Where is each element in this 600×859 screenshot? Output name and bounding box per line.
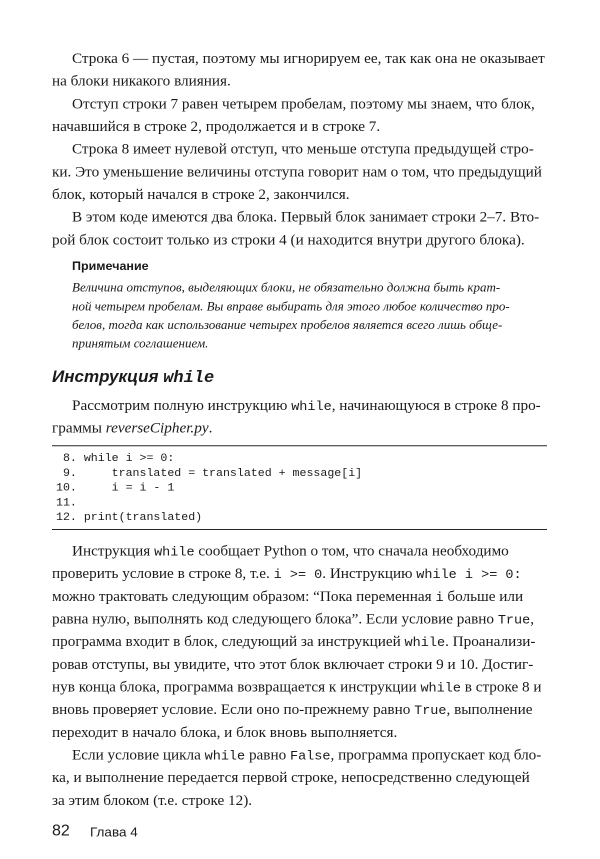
paragraph-line: нув конца блока, программа возвращается к инструкции while в строке 8 и <box>52 678 542 697</box>
paragraph-line: граммы reverseCipher.py. <box>52 419 213 437</box>
paragraph-line: ровав отступы, вы увидите, что этот блок включает строки 9 и 10. Достиг- <box>52 656 534 673</box>
paragraph-line: за этим блоком (т.е. строке 12). <box>52 792 253 809</box>
chapter-label: Глава 4 <box>90 824 138 840</box>
note-line: белов, тогда как использование четырех пробелов является всего лишь обще- <box>72 317 503 332</box>
note-title: Примечание <box>72 259 149 273</box>
paragraph-line: Отступ строки 7 равен четырем пробелам, поэтому мы знаем, что блок, <box>72 95 535 113</box>
paragraph-line: Рассмотрим полную инструкцию while, начинающуюся в строке 8 про- <box>72 396 541 415</box>
code-top-rule <box>52 445 547 446</box>
paragraph-line: Если условие цикла while равно False, программа пропускает код бло- <box>72 746 542 765</box>
section-heading-code: while <box>163 369 215 389</box>
code-line: 10. i = i - 1 <box>56 481 175 495</box>
paragraph-line: ка, и выполнение передается первой строке, непосредственно следующей <box>52 769 530 787</box>
paragraph-line: рой блок состоит только из строки 4 (и находится внутри другого блока). <box>52 231 525 249</box>
section-heading-text: Инструкция <box>52 367 164 387</box>
paragraph-line: вновь проверяет условие. Если оно по-прежнему равно True, выполнение <box>52 701 533 720</box>
note-line: принятым соглашением. <box>72 335 209 351</box>
paragraph-line: В этом коде имеются два блока. Первый блок занимает строки 2–7. Вто- <box>72 208 540 226</box>
paragraph-line: ки. Это уменьшение величины отступа говорит нам о том, что предыдущий <box>52 163 542 181</box>
code-bottom-rule <box>52 529 547 530</box>
paragraph-line: Строка 8 имеет нулевой отступ, что меньше отступа предыдущей стро- <box>72 140 534 158</box>
note-line: ной четырем пробелам. Вы вправе выбирать для этого любое количество про- <box>72 298 510 314</box>
paragraph-line: блок, который начался в строке 2, закончился. <box>52 186 350 203</box>
paragraph-line: можно трактовать следующим образом: “Пока переменная i больше или <box>52 588 524 606</box>
paragraph-line: начавшийся в строке 2, продолжается и в строке 7. <box>52 118 381 135</box>
code-line: 12. print(translated) <box>56 511 203 525</box>
note-line: Величина отступов, выделяющих блоки, не обязательно должна быть крат- <box>72 279 501 295</box>
paragraph-line: равна нулю, выполнять код следующего блока”. Если условие равно True, <box>52 610 535 629</box>
code-line: 8. while i >= 0: <box>56 452 175 465</box>
paragraph-line: программа входит в блок, следующий за инструкцией while. Проанализи- <box>52 633 536 652</box>
paragraph-line: на блоки никакого влияния. <box>52 72 231 90</box>
paragraph-line: Строка 6 — пустая, поэтому мы игнорируем ее, так как она не оказывает <box>72 50 545 67</box>
paragraph-line: Инструкция while сообщает Python о том, что сначала необходимо <box>72 542 509 561</box>
paragraph-line: проверить условие в строке 8, т.е. i >= 0. Инструкцию while i >= 0: <box>52 565 522 584</box>
code-line: 11. <box>56 496 77 510</box>
section-heading <box>52 366 214 390</box>
paragraph-line: переходит в начало блока, и блок вновь выполняется. <box>52 724 398 741</box>
code-line: 9. translated = translated + message[i] <box>56 466 363 480</box>
page-number: 82 <box>52 822 70 840</box>
